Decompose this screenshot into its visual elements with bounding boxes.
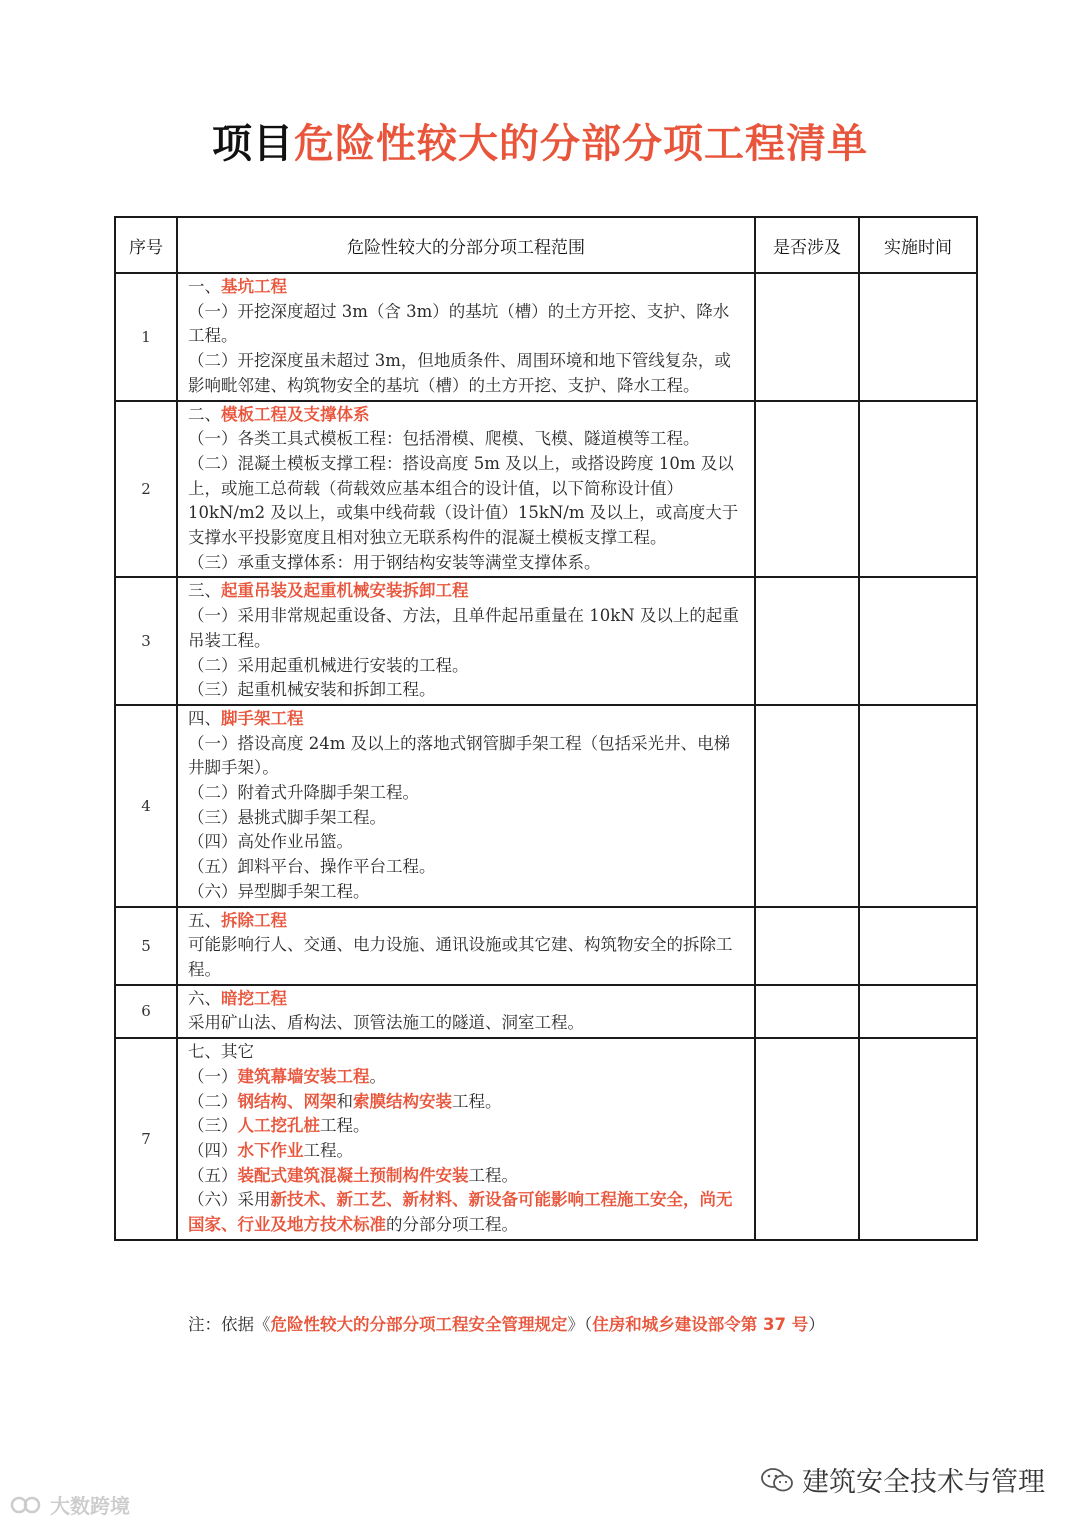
row-line xyxy=(188,1164,744,1189)
row-scope xyxy=(177,907,755,985)
table-row xyxy=(115,273,977,401)
line-suffix: 工程。 xyxy=(320,1116,370,1136)
line-prefix: （二） xyxy=(188,1091,238,1111)
row-number: 1 xyxy=(115,273,177,401)
row-line: （五）卸料平台、操作平台工程。 xyxy=(188,857,436,877)
table-row xyxy=(115,401,977,578)
row-line: （三）承重支撑体系：用于钢结构安装等满堂支撑体系。 xyxy=(188,552,601,572)
row-heading xyxy=(188,403,744,428)
watermark xyxy=(10,1490,130,1519)
row-line: （一）采用非常规起重设备、方法，且单件起吊重量在 10kN 及以上的起重吊装工程。 xyxy=(188,606,739,650)
watermark-text: 大数跨境 xyxy=(50,1494,130,1518)
note-prefix: 注：依据《 xyxy=(188,1315,271,1334)
row-number: 2 xyxy=(115,401,177,578)
line-highlight: 新工艺 xyxy=(336,1190,386,1210)
involved-cell[interactable] xyxy=(755,705,859,907)
line-highlight: 新设备可能影响工程施工安全，尚无国家、行业及地方技术标准 xyxy=(188,1190,733,1235)
table-row xyxy=(115,577,977,705)
note-suffix: ） xyxy=(808,1315,825,1334)
row-heading xyxy=(188,987,744,1012)
header-involved: 是否涉及 xyxy=(755,217,859,273)
line-highlight: 建筑幕墙安装工程 xyxy=(237,1066,370,1086)
row-line: （二）采用起重机械进行安装的工程。 xyxy=(188,655,469,675)
wechat-icon xyxy=(760,1467,794,1493)
watermark-logo-icon xyxy=(10,1494,46,1516)
line-highlight: 钢结构 xyxy=(237,1091,287,1111)
time-cell[interactable] xyxy=(859,273,977,401)
time-cell[interactable] xyxy=(859,907,977,985)
row-scope xyxy=(177,1038,755,1240)
row-line xyxy=(188,1090,744,1115)
row-number: 3 xyxy=(115,577,177,705)
heading-title: 脚手架工程 xyxy=(221,708,304,728)
line-highlight: 网架 xyxy=(303,1091,337,1111)
involved-cell[interactable] xyxy=(755,1038,859,1240)
row-heading: 七、其它 xyxy=(188,1042,254,1062)
row-line xyxy=(188,1139,744,1164)
row-line: （二）混凝土模板支撑工程：搭设高度 5m 及以上，或搭设跨度 10m 及以上，或施工总荷载（荷载效应基本组合的设计值，以下简称设计值）10kN/m2 及以上，或集中线荷载（设计值）15kN/m 及以上，或高度大于支撑水平投影宽度且相对独立无联系构件的混凝土模板支撑工程。 xyxy=(188,453,739,548)
row-scope xyxy=(177,577,755,705)
row-line: 采用矿山法、盾构法、顶管法施工的隧道、洞室工程。 xyxy=(188,1013,584,1033)
row-line: （二）开挖深度虽未超过 3m，但地质条件、周围环境和地下管线复杂，或影响毗邻建、构筑物安全的基坑（槽）的土方开挖、支护、降水工程。 xyxy=(188,351,731,395)
line-separator: 和 xyxy=(336,1091,353,1111)
page-title-prefix: 项目 xyxy=(212,121,294,167)
row-line: （四）高处作业吊篮。 xyxy=(188,832,353,852)
table-header-row xyxy=(115,217,977,273)
involved-cell[interactable] xyxy=(755,985,859,1038)
line-prefix: （三） xyxy=(188,1116,238,1136)
row-line: （六）异型脚手架工程。 xyxy=(188,881,370,901)
heading-prefix: 三、 xyxy=(188,581,221,601)
line-suffix: 。 xyxy=(369,1066,386,1086)
row-scope xyxy=(177,273,755,401)
line-prefix: （五） xyxy=(188,1165,238,1185)
row-line xyxy=(188,1114,744,1139)
line-highlight: 装配式建筑混凝土预制构件安装 xyxy=(237,1165,469,1185)
note-mid: 》（ xyxy=(567,1315,593,1334)
heading-prefix: 四、 xyxy=(188,708,221,728)
row-heading xyxy=(188,707,744,732)
row-number: 6 xyxy=(115,985,177,1038)
row-line xyxy=(188,1188,744,1237)
involved-cell[interactable] xyxy=(755,577,859,705)
line-separator: 、 xyxy=(320,1190,337,1210)
header-time: 实施时间 xyxy=(859,217,977,273)
row-line: （三）起重机械安装和拆卸工程。 xyxy=(188,680,436,700)
line-prefix: （六）采用 xyxy=(188,1190,271,1210)
line-highlight: 水下作业 xyxy=(237,1140,304,1160)
page-title xyxy=(0,112,1080,169)
heading-title: 起重吊装及起重机械安装拆卸工程 xyxy=(221,581,469,601)
line-suffix: 工程。 xyxy=(468,1165,518,1185)
heading-title: 暗挖工程 xyxy=(221,988,287,1008)
line-separator: 、 xyxy=(287,1091,304,1111)
note-order: 住房和城乡建设部令第 37 号 xyxy=(592,1315,809,1334)
time-cell[interactable] xyxy=(859,1038,977,1240)
time-cell[interactable] xyxy=(859,705,977,907)
heading-prefix: 一、 xyxy=(188,277,221,296)
row-line: 可能影响行人、交通、电力设施、通讯设施或其它建、构筑物安全的拆除工程。 xyxy=(188,935,733,979)
row-heading xyxy=(188,275,744,300)
involved-cell[interactable] xyxy=(755,273,859,401)
row-number: 4 xyxy=(115,705,177,907)
line-suffix: 的分部分项工程。 xyxy=(386,1215,518,1235)
row-line: （一）搭设高度 24m 及以上的落地式钢管脚手架工程（包括采光井、电梯井脚手架）。 xyxy=(188,733,731,778)
table-row xyxy=(115,705,977,907)
line-suffix: 工程。 xyxy=(303,1140,353,1160)
row-line: （一）各类工具式模板工程：包括滑模、爬模、飞模、隧道模等工程。 xyxy=(188,429,700,449)
time-cell[interactable] xyxy=(859,401,977,578)
page-title-main: 危险性较大的分部分项工程清单 xyxy=(294,121,868,167)
row-scope xyxy=(177,401,755,578)
row-line: （一）开挖深度超过 3m（含 3m）的基坑（槽）的土方开挖、支护、降水工程。 xyxy=(188,301,730,346)
heading-title: 模板工程及支撑体系 xyxy=(221,404,370,424)
heading-title: 基坑工程 xyxy=(221,277,287,296)
heading-prefix: 五、 xyxy=(188,910,221,930)
time-cell[interactable] xyxy=(859,985,977,1038)
row-number: 5 xyxy=(115,907,177,985)
header-no: 序号 xyxy=(115,217,177,273)
note-document: 危险性较大的分部分项工程安全管理规定 xyxy=(270,1315,568,1334)
heading-prefix: 二、 xyxy=(188,404,221,424)
row-number: 7 xyxy=(115,1038,177,1240)
row-line xyxy=(188,1065,744,1090)
line-separator: 、 xyxy=(452,1190,469,1210)
line-prefix: （一） xyxy=(188,1066,238,1086)
row-line: （二）附着式升降脚手架工程。 xyxy=(188,783,419,803)
line-prefix: （四） xyxy=(188,1140,238,1160)
header-scope: 危险性较大的分部分项工程范围 xyxy=(177,217,755,273)
row-scope xyxy=(177,985,755,1038)
row-line: （三）悬挑式脚手架工程。 xyxy=(188,807,386,827)
table-row xyxy=(115,1038,977,1240)
line-highlight: 索膜结构安装 xyxy=(353,1091,452,1111)
line-separator: 、 xyxy=(386,1190,403,1210)
table-row xyxy=(115,907,977,985)
line-highlight: 人工挖孔桩 xyxy=(237,1116,320,1136)
heading-title: 拆除工程 xyxy=(221,910,287,930)
hazard-project-table xyxy=(114,216,978,1241)
row-heading xyxy=(188,579,744,604)
line-highlight: 新技术 xyxy=(270,1190,320,1210)
involved-cell[interactable] xyxy=(755,907,859,985)
row-scope xyxy=(177,705,755,907)
brand-name: 建筑安全技术与管理 xyxy=(802,1467,1045,1498)
time-cell[interactable] xyxy=(859,577,977,705)
table-row xyxy=(115,985,977,1038)
line-highlight: 新材料 xyxy=(402,1190,452,1210)
heading-prefix: 六、 xyxy=(188,988,221,1008)
row-heading xyxy=(188,909,744,934)
involved-cell[interactable] xyxy=(755,401,859,578)
line-suffix: 工程。 xyxy=(452,1091,502,1111)
footnote xyxy=(188,1311,825,1335)
wechat-brand xyxy=(760,1460,1045,1499)
